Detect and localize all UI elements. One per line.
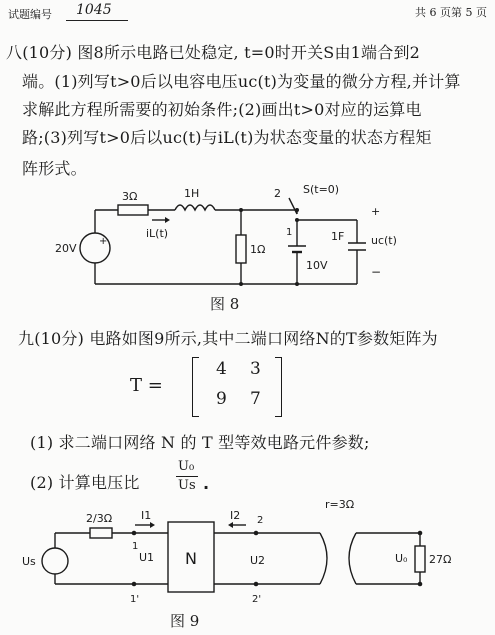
- exam-code-label: 试题编号: [8, 8, 52, 21]
- r-load-label: 27Ω: [429, 553, 452, 566]
- q8-line-5: 阵形式。: [22, 159, 87, 178]
- u1-plus: 1: [132, 541, 139, 552]
- cap-minus: −: [371, 265, 382, 279]
- network-n-label: N: [185, 549, 197, 568]
- source-plus: +: [99, 236, 108, 247]
- i2-label: I2: [230, 509, 241, 522]
- switch-node-1: 1: [286, 227, 293, 238]
- page-info: 共 6 页第 5 页: [415, 6, 487, 19]
- t21: 9: [216, 389, 227, 409]
- source-20v-label: 20V: [55, 242, 77, 255]
- r-left-label: 2/3Ω: [86, 512, 113, 525]
- ratio-bar: [176, 476, 198, 477]
- figure-8-caption: 图 8: [210, 295, 240, 313]
- q8-line-2: 端。(1)列写t>0后以电容电压uc(t)为变量的微分方程,并计算: [22, 72, 461, 91]
- u0-label: U₀: [395, 552, 408, 565]
- switch-node-2: 2: [274, 187, 281, 200]
- t11: 4: [216, 359, 227, 379]
- current-il-label: iL(t): [146, 227, 169, 240]
- figure-9-circuit: [0, 498, 495, 608]
- q8-line-3: 求解此方程所需要的初始条件;(2)画出t>0对应的运算电: [22, 100, 422, 119]
- q9-item-1: (1) 求二端口网络 N 的 T 型等效电路元件参数;: [30, 433, 370, 452]
- t-matrix-label: T =: [130, 375, 163, 396]
- q9-intro: 九(10分) 电路如图9所示,其中二端口网络N的T参数矩阵为: [18, 329, 438, 348]
- q9-item-2: (2) 计算电压比: [30, 473, 140, 492]
- battery-label: 10V: [306, 259, 328, 272]
- q8-line-1: 八(10分) 图8所示电路已处稳定, t=0时开关S由1端合到2: [6, 43, 421, 62]
- cap-voltage-label: uc(t): [371, 234, 397, 247]
- ratio-period: .: [203, 474, 210, 493]
- ratio-denominator: Us: [178, 478, 196, 493]
- u2-label: U2: [250, 554, 266, 567]
- source-us-label: Us: [22, 555, 36, 568]
- cap-plus: +: [371, 205, 381, 218]
- t-matrix: [192, 357, 282, 417]
- t22: 7: [250, 389, 261, 409]
- t12: 3: [250, 359, 261, 379]
- switch-label: S(t=0): [303, 183, 340, 196]
- r1-label: 3Ω: [122, 190, 138, 203]
- exam-code-value: 1045: [76, 2, 112, 18]
- r2-label: 1Ω: [250, 243, 266, 256]
- ratio-numerator: U₀: [178, 459, 195, 474]
- port1p-label: 1': [130, 594, 140, 605]
- inductor-label: 1H: [184, 187, 200, 200]
- exam-code-underline: [66, 20, 128, 21]
- turn-ratio-label: r=3Ω: [325, 498, 355, 511]
- i1-label: I1: [141, 509, 152, 522]
- figure-8-circuit: [0, 180, 495, 340]
- q8-line-4: 路;(3)列写t>0后以uc(t)与iL(t)为状态变量的状态方程矩: [22, 128, 432, 147]
- port2p-label: 2': [252, 594, 262, 605]
- u1-label: U1: [139, 551, 155, 564]
- voltage-source-us: [42, 548, 68, 574]
- port2-label: 2: [257, 515, 264, 526]
- capacitor-label: 1F: [331, 230, 345, 243]
- figure-9-caption: 图 9: [170, 612, 200, 630]
